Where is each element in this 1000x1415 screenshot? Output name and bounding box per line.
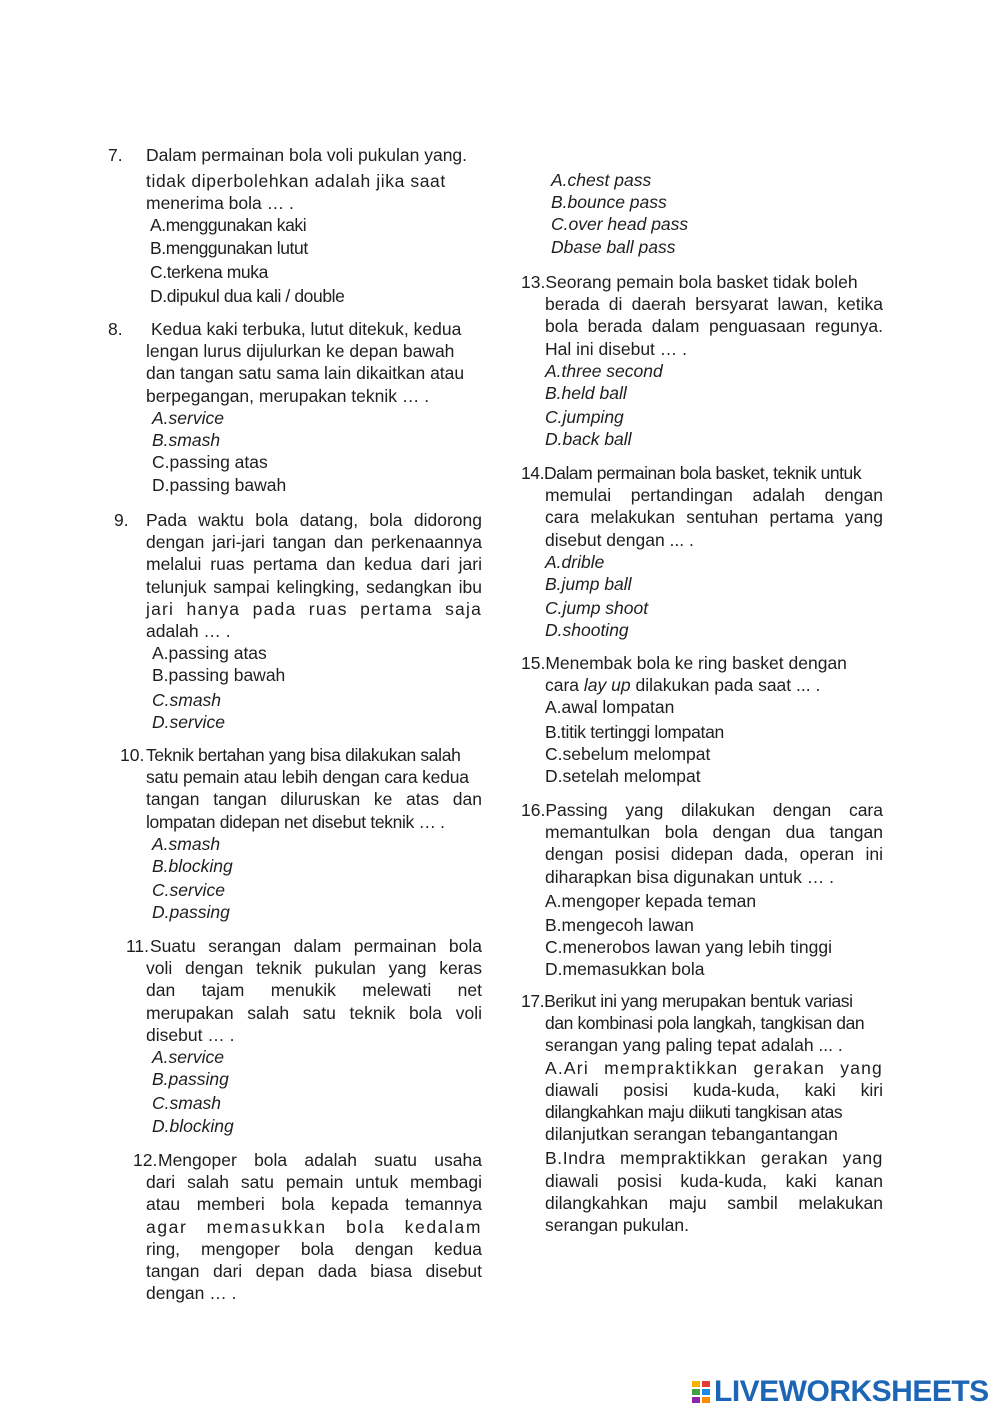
answer-option[interactable]: B.bounce pass [551, 192, 667, 213]
answer-option[interactable]: D.setelah melompat [545, 766, 701, 787]
answer-option-line: serangan pukulan. [545, 1215, 689, 1236]
answer-option[interactable]: D.service [152, 711, 225, 732]
question-stem-line: memantulkan bola dengan dua tangan [545, 822, 883, 843]
question-stem-line: disebut … . [146, 1024, 235, 1045]
answer-option[interactable]: A.service [152, 407, 224, 428]
answer-option[interactable]: C.terkena muka [150, 261, 268, 282]
answer-option[interactable]: D.blocking [152, 1115, 234, 1136]
answer-option[interactable]: A.passing atas [152, 643, 267, 664]
question-stem-line: agar memasukkan bola kedalam [146, 1216, 482, 1237]
answer-option[interactable]: A.drible [545, 551, 605, 572]
question-stem-first [521, 462, 883, 484]
answer-option-line: dilangkahkan maju sambil melakukan [545, 1192, 883, 1213]
brand-name: LIVEWORKSHEETS [714, 1375, 989, 1408]
question-stem-line: dengan jari-jari tangan dan perkenaannya [146, 532, 482, 553]
question-stem-line: Hal ini disebut … . [545, 338, 688, 359]
question-number: 14. [521, 463, 544, 483]
answer-option[interactable]: B.menggunakan lutut [150, 237, 308, 258]
answer-option[interactable]: C.menerobos lawan yang lebih tinggi [545, 937, 832, 958]
question-13 [521, 271, 883, 451]
answer-option[interactable]: C.jumping [545, 407, 624, 428]
question-stem-line: bola berada dalam penguasaan regunya. [545, 316, 883, 337]
answer-option[interactable]: C.smash [152, 689, 222, 710]
question-stem-line [545, 674, 883, 696]
question-stem-first [521, 799, 883, 821]
question-number: 8. [108, 319, 123, 339]
answer-option[interactable]: C.jump shoot [545, 598, 649, 619]
answer-option[interactable]: A.service [152, 1047, 224, 1068]
answer-option[interactable]: C.smash [152, 1093, 222, 1114]
question-15 [521, 652, 883, 787]
stem-text: cara [545, 675, 584, 696]
question-stem-first: Dalam permainan bola voli pukulan yang. [146, 145, 468, 165]
answer-option[interactable]: A.three second [545, 360, 663, 381]
question-stem-text: Passing yang dilakukan dengan cara [545, 800, 883, 820]
liveworksheets-logo [692, 1377, 989, 1407]
question-stem-text: Seorang pemain bola basket tidak boleh [545, 272, 858, 292]
answer-option[interactable]: A.awal lompatan [545, 697, 675, 718]
answer-option[interactable]: A.smash [152, 833, 221, 854]
question-stem-line: cara melakukan sentuhan pertama yang [545, 507, 883, 528]
answer-option[interactable]: C.over head pass [551, 214, 689, 235]
question-stem-line: berada di daerah bersyarat lawan, ketika [545, 294, 883, 315]
question-stem-line: serangan yang paling tepat adalah ... . [545, 1035, 843, 1056]
answer-option[interactable]: B.smash [152, 430, 221, 451]
answer-option-line: A.Ari mempraktikkan gerakan yang [545, 1057, 883, 1078]
question-stem-line: atau memberi bola kepada temannya [146, 1194, 482, 1215]
answer-option[interactable]: A.mengoper kepada teman [545, 890, 757, 911]
answer-option-line: B.Indra mempraktikkan gerakan yang [545, 1148, 883, 1169]
answer-option[interactable]: B.blocking [152, 856, 233, 877]
question-stem-line: dengan posisi didepan dada, operan ini [545, 844, 883, 865]
question-stem-line: voli dengan teknik pukulan yang keras [146, 958, 482, 979]
question-16 [521, 799, 883, 981]
question-stem-line: disebut dengan ... . [545, 529, 694, 550]
answer-option[interactable] [545, 1057, 883, 1146]
question-stem-first [521, 652, 883, 674]
question-number: 11. [126, 936, 150, 956]
question-stem-line: berpegangan, merupakan teknik … . [146, 385, 430, 406]
question-stem-line: adalah … . [146, 621, 231, 642]
answer-option-line: diawali posisi kuda-kuda, kaki kanan [545, 1170, 883, 1191]
question-stem-first: Kedua kaki terbuka, lutut ditekuk, kedua [151, 319, 462, 339]
question-stem-line: diharapkan bisa digunakan untuk … . [545, 866, 834, 887]
question-stem-first [521, 271, 883, 293]
question-number: 15. [521, 653, 546, 673]
question-stem-text: Menembak bola ke ring basket dengan [545, 653, 847, 673]
answer-option[interactable]: D.memasukkan bola [545, 959, 705, 980]
question-stem-line: lompatan didepan net disebut teknik … . [146, 811, 445, 832]
answer-option[interactable]: B.passing [152, 1069, 229, 1090]
answer-option[interactable]: D.passing bawah [152, 475, 287, 496]
question-stem-first: Pada waktu bola datang, bola didorong [146, 510, 482, 530]
question-stem-line: merupakan salah satu teknik bola voli [146, 1002, 482, 1023]
question-stem-line: ring, mengoper bola dengan kedua [146, 1238, 482, 1259]
answer-option[interactable]: D.passing [152, 902, 230, 923]
answer-option[interactable]: C.sebelum melompat [545, 743, 711, 764]
answer-option[interactable]: C.passing atas [152, 452, 268, 473]
question-stem-line: menerima bola … . [146, 193, 294, 214]
answer-option[interactable] [545, 1147, 883, 1236]
answer-option[interactable]: B.jump ball [545, 574, 632, 595]
answer-option[interactable]: Dbase ball pass [551, 236, 676, 257]
question-stem-line: dari salah satu pemain untuk membagi [146, 1172, 482, 1193]
stem-italic-term: lay up [583, 675, 631, 696]
stem-text: dilakukan pada saat ... . [630, 675, 821, 696]
question-number: 13. [521, 272, 546, 292]
question-stem-line: dan tangan satu sama lain dikaitkan atau [146, 363, 465, 384]
question-number: 16. [521, 800, 546, 820]
question-stem-line: tangan tangan diluruskan ke atas dan [146, 789, 482, 810]
answer-option[interactable]: D.shooting [545, 620, 629, 641]
question-stem-line: dan tajam menukik melewati net [146, 980, 482, 1001]
question-stem-line: melalui ruas pertama dan kedua dari jari [146, 554, 482, 575]
question-stem-first: Teknik bertahan yang bisa dilakukan salah [146, 745, 461, 765]
question-stem-line: satu pemain atau lebih dengan cara kedua [146, 767, 469, 788]
question-number: 17. [521, 991, 545, 1011]
question-stem-text: Berikut ini yang merupakan bentuk variasi [544, 991, 853, 1011]
answer-option[interactable]: C.service [152, 880, 225, 901]
question-14 [521, 462, 883, 642]
question-stem-line: dengan … . [146, 1283, 237, 1304]
answer-option[interactable]: B.titik tertinggi lompatan [545, 721, 724, 742]
answer-option-line: diawali posisi kuda-kuda, kaki kiri [545, 1079, 883, 1100]
question-stem-line: tangan dari depan dada biasa disebut [146, 1261, 482, 1282]
question-stem-line: memulai pertandingan adalah dengan [545, 485, 883, 506]
question-stem-line: jari hanya pada ruas pertama saja [146, 598, 482, 619]
logo-mark-icon [692, 1381, 710, 1403]
question-stem-line: tidak diperbolehkan adalah jika saat [146, 171, 446, 191]
question-stem-first: Suatu serangan dalam permainan bola [150, 936, 482, 956]
question-stem-line: lengan lurus dijulurkan ke depan bawah [146, 341, 455, 362]
question-number: 9. [114, 510, 129, 530]
answer-option[interactable]: B.mengecoh lawan [545, 915, 694, 936]
answer-option[interactable]: A.menggunakan kaki [150, 215, 307, 236]
question-stem-first [521, 990, 883, 1012]
question-17 [521, 990, 883, 1236]
answer-option-line: dilanjutkan serangan tebangantangan [545, 1124, 838, 1145]
question-number: 10. [120, 745, 145, 765]
question-stem-line: telunjuk sampai kelingking, sedangkan ibu [146, 576, 482, 597]
answer-option[interactable]: D.dipukul dua kali / double [150, 286, 345, 307]
question-number: 12. [133, 1150, 158, 1170]
answer-option-line: dilangkahkan maju diikuti tangkisan atas [545, 1102, 843, 1123]
answer-option[interactable]: B.passing bawah [152, 665, 286, 686]
answer-option[interactable]: A.chest pass [551, 170, 652, 190]
question-12-options [551, 169, 851, 258]
question-number: 7. [108, 145, 123, 165]
answer-option[interactable]: B.held ball [545, 383, 627, 404]
question-stem-first: Mengoper bola adalah suatu usaha [158, 1150, 482, 1170]
question-stem-line: dan kombinasi pola langkah, tangkisan dan [545, 1013, 865, 1034]
answer-option[interactable]: D.back ball [545, 429, 632, 450]
question-stem-text: Dalam permainan bola basket, teknik untuk [543, 463, 862, 483]
